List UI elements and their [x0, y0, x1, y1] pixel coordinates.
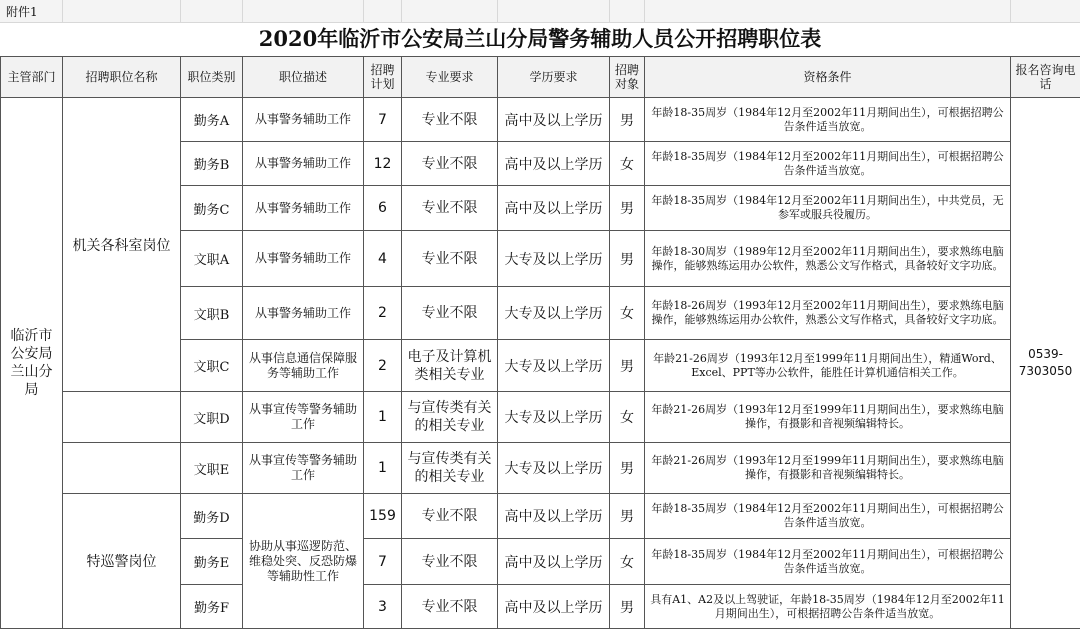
plan-cell: 6 — [364, 186, 402, 231]
header-contact: 报名咨询电话 — [1011, 57, 1080, 98]
contact-phone-cell: 0539-7303050 — [1011, 98, 1080, 629]
category-cell: 文职D — [181, 392, 243, 443]
table-row — [1, 443, 1080, 494]
position-group-blank — [63, 443, 181, 494]
target-cell: 男 — [610, 231, 645, 287]
table-row — [1, 494, 1080, 539]
qualification-cell: 年龄18-35周岁（1984年12月至2002年11月期间出生），中共党员，无参军或服兵役履历。 — [645, 186, 1011, 231]
header-education: 学历要求 — [498, 57, 610, 98]
header-description: 职位描述 — [243, 57, 364, 98]
header-qualification: 资格条件 — [645, 57, 1011, 98]
education-cell: 大专及以上学历 — [498, 443, 610, 494]
education-cell: 大专及以上学历 — [498, 392, 610, 443]
recruitment-table — [0, 56, 1080, 629]
target-cell: 女 — [610, 142, 645, 186]
plan-cell: 159 — [364, 494, 402, 539]
position-group-blank — [63, 392, 181, 443]
description-cell: 从事警务辅助工作 — [243, 186, 364, 231]
target-cell: 男 — [610, 186, 645, 231]
column-gridlines — [0, 0, 1080, 22]
qualification-cell: 年龄21-26周岁（1993年12月至1999年11月期间出生），精通Word、Excel、PPT等办公软件，能胜任计算机通信相关工作。 — [645, 340, 1011, 392]
target-cell: 女 — [610, 539, 645, 585]
major-cell: 与宣传类有关的相关专业 — [402, 443, 498, 494]
education-cell: 高中及以上学历 — [498, 585, 610, 629]
qualification-cell: 年龄18-35周岁（1984年12月至2002年11月期间出生），可根据招聘公告条件适当放宽。 — [645, 142, 1011, 186]
header-plan: 招聘计划 — [364, 57, 402, 98]
description-cell: 从事信息通信保障服务等辅助工作 — [243, 340, 364, 392]
major-cell: 专业不限 — [402, 585, 498, 629]
target-cell: 女 — [610, 392, 645, 443]
target-cell: 男 — [610, 443, 645, 494]
education-cell: 高中及以上学历 — [498, 539, 610, 585]
description-cell: 从事警务辅助工作 — [243, 98, 364, 142]
category-cell: 勤务D — [181, 494, 243, 539]
plan-cell: 12 — [364, 142, 402, 186]
annex-row — [0, 0, 1080, 23]
major-cell: 专业不限 — [402, 142, 498, 186]
education-cell: 高中及以上学历 — [498, 98, 610, 142]
table-row — [1, 98, 1080, 142]
major-cell: 专业不限 — [402, 539, 498, 585]
description-cell: 从事警务辅助工作 — [243, 231, 364, 287]
plan-cell: 7 — [364, 98, 402, 142]
target-cell: 男 — [610, 585, 645, 629]
target-cell: 男 — [610, 98, 645, 142]
major-cell: 专业不限 — [402, 231, 498, 287]
description-cell: 从事宣传等警务辅助工作 — [243, 392, 364, 443]
education-cell: 高中及以上学历 — [498, 186, 610, 231]
education-cell: 大专及以上学历 — [498, 287, 610, 340]
qualification-cell: 具有A1、A2及以上驾驶证，年龄18-35周岁（1984年12月至2002年11月期间出生），可根据招聘公告条件适当放宽。 — [645, 585, 1011, 629]
major-cell: 专业不限 — [402, 98, 498, 142]
target-cell: 女 — [610, 287, 645, 340]
category-cell: 勤务C — [181, 186, 243, 231]
category-cell: 勤务A — [181, 98, 243, 142]
header-position-name: 招聘职位名称 — [63, 57, 181, 98]
qualification-cell: 年龄18-26周岁（1993年12月至2002年11月期间出生），要求熟练电脑操作，能够熟练运用办公软件，熟悉公文写作格式，具备较好文字功底。 — [645, 287, 1011, 340]
category-cell: 勤务F — [181, 585, 243, 629]
education-cell: 大专及以上学历 — [498, 231, 610, 287]
target-cell: 男 — [610, 494, 645, 539]
category-cell: 文职E — [181, 443, 243, 494]
category-cell: 勤务B — [181, 142, 243, 186]
category-cell: 文职C — [181, 340, 243, 392]
header-major: 专业要求 — [402, 57, 498, 98]
major-cell: 专业不限 — [402, 186, 498, 231]
major-cell: 与宣传类有关的相关专业 — [402, 392, 498, 443]
plan-cell: 4 — [364, 231, 402, 287]
annex-label: 附件1 — [6, 3, 38, 20]
qualification-cell: 年龄18-35周岁（1984年12月至2002年11月期间出生），可根据招聘公告条件适当放宽。 — [645, 539, 1011, 585]
header-target: 招聘对象 — [610, 57, 645, 98]
qualification-cell: 年龄21-26周岁（1993年12月至1999年11月期间出生），要求熟练电脑操作，有摄影和音视频编辑特长。 — [645, 443, 1011, 494]
education-cell: 大专及以上学历 — [498, 340, 610, 392]
page-title: 2020年临沂市公安局兰山分局警务辅助人员公开招聘职位表 — [0, 22, 1080, 57]
category-cell: 勤务E — [181, 539, 243, 585]
plan-cell: 2 — [364, 287, 402, 340]
qualification-cell: 年龄18-35周岁（1984年12月至2002年11月期间出生），可根据招聘公告条件适当放宽。 — [645, 494, 1011, 539]
header-category: 职位类别 — [181, 57, 243, 98]
plan-cell: 1 — [364, 392, 402, 443]
position-group-patrol: 特巡警岗位 — [63, 494, 181, 629]
category-cell: 文职B — [181, 287, 243, 340]
plan-cell: 2 — [364, 340, 402, 392]
plan-cell: 1 — [364, 443, 402, 494]
target-cell: 男 — [610, 340, 645, 392]
qualification-cell: 年龄21-26周岁（1993年12月至1999年11月期间出生），要求熟练电脑操作，有摄影和音视频编辑特长。 — [645, 392, 1011, 443]
position-group-office: 机关各科室岗位 — [63, 98, 181, 392]
description-cell: 从事宣传等警务辅助工作 — [243, 443, 364, 494]
plan-cell: 3 — [364, 585, 402, 629]
header-row — [1, 57, 1080, 98]
header-dept: 主管部门 — [1, 57, 63, 98]
qualification-cell: 年龄18-35周岁（1984年12月至2002年11月期间出生），可根据招聘公告条件适当放宽。 — [645, 98, 1011, 142]
major-cell: 专业不限 — [402, 494, 498, 539]
qualification-cell: 年龄18-30周岁（1989年12月至2002年11月期间出生），要求熟练电脑操作，能够熟练运用办公软件，熟悉公文写作格式，具备较好文字功底。 — [645, 231, 1011, 287]
major-cell: 电子及计算机类相关专业 — [402, 340, 498, 392]
education-cell: 高中及以上学历 — [498, 494, 610, 539]
department-cell: 临沂市公安局兰山分局 — [1, 98, 63, 629]
education-cell: 高中及以上学历 — [498, 142, 610, 186]
description-cell: 从事警务辅助工作 — [243, 287, 364, 340]
description-cell: 从事警务辅助工作 — [243, 142, 364, 186]
description-cell-shared: 协助从事巡逻防范、维稳处突、反恐防爆等辅助性工作 — [243, 494, 364, 629]
table-row — [1, 392, 1080, 443]
plan-cell: 7 — [364, 539, 402, 585]
category-cell: 文职A — [181, 231, 243, 287]
major-cell: 专业不限 — [402, 287, 498, 340]
